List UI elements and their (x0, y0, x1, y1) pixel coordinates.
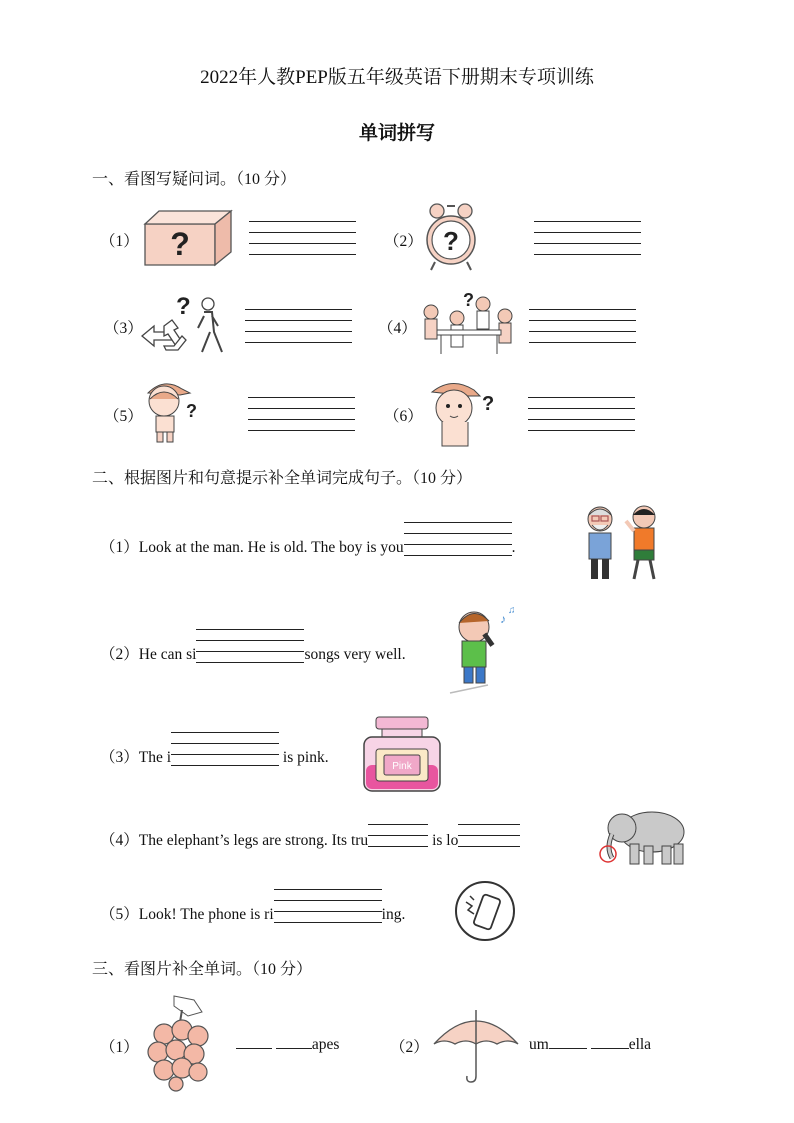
ringing-phone-icon (454, 880, 516, 942)
svg-text:♫: ♫ (508, 605, 516, 616)
question-alarm-clock-icon (423, 200, 479, 272)
q3-1-suffix: apes (311, 1036, 340, 1053)
q2-1-number: （1） (100, 539, 139, 556)
svg-text:?: ? (176, 293, 191, 320)
q2-3-answer-lines[interactable] (171, 746, 279, 766)
old-man-and-boy-icon (580, 503, 664, 583)
ink-bottle-label: Pink (392, 761, 412, 772)
q2-2-text-before: He can si (138, 646, 197, 663)
q3-2-prefix: um (529, 1036, 549, 1053)
q1-1-answer-lines[interactable] (249, 221, 356, 265)
q1-4-number: （4） (378, 320, 417, 337)
q2-4-number: （4） (100, 832, 139, 849)
svg-text:?: ? (463, 290, 474, 310)
q2-3-text-before: The i (138, 749, 172, 766)
q3-2-blank-1[interactable] (549, 1048, 587, 1049)
children-group-question-icon (417, 288, 521, 358)
page-title: 2022年人教PEP版五年级英语下册期末专项训练 (200, 67, 594, 88)
q3-1-blank-2[interactable] (276, 1048, 312, 1049)
q3-2-number: （2） (390, 1039, 429, 1056)
q2-4-text-middle: is lo (428, 832, 459, 849)
child-back-question-icon (142, 377, 206, 445)
svg-text:?: ? (186, 401, 197, 421)
q3-2-word (529, 1036, 651, 1054)
q2-2-answer-lines[interactable] (196, 643, 304, 663)
q1-3-number: （3） (104, 320, 143, 337)
q2-3-text-after: is pink. (279, 749, 329, 766)
q1-2-answer-lines[interactable] (534, 221, 641, 265)
q1-2-number: （2） (384, 233, 423, 250)
q2-1-answer-lines[interactable] (404, 536, 512, 556)
q2-3-number: （3） (100, 749, 139, 766)
q2-1-sentence (100, 535, 516, 558)
q2-2-text-after: songs very well. (304, 646, 406, 663)
ink-bottle-icon (362, 715, 442, 793)
page-subtitle: 单词拼写 (358, 123, 435, 144)
question-box-icon (143, 208, 233, 268)
q1-5-number: （5） (104, 408, 143, 425)
q2-5-number: （5） (100, 906, 139, 923)
umbrella-icon (430, 1004, 522, 1084)
section-2-heading: 二、根据图片和句意提示补全单词完成句子。（10 分） (92, 470, 473, 487)
q1-6-number: （6） (384, 408, 423, 425)
q2-2-sentence (100, 642, 406, 665)
section-1-heading: 一、看图写疑问词。（10 分） (92, 171, 297, 188)
q2-4-sentence (100, 828, 520, 850)
q1-5-answer-lines[interactable] (248, 397, 355, 441)
q3-2-blank-2[interactable] (591, 1048, 629, 1049)
svg-text:?: ? (170, 226, 190, 262)
svg-text:?: ? (482, 393, 495, 415)
svg-text:♪: ♪ (500, 612, 506, 626)
crossroads-walker-icon (138, 290, 226, 360)
q2-4-text-before: The elephant’s legs are strong. Its tru (138, 832, 369, 849)
q3-1-number: （1） (100, 1039, 139, 1056)
q3-1-blank-1[interactable] (236, 1048, 272, 1049)
child-thinking-question-icon (424, 378, 500, 448)
q2-2-number: （2） (100, 646, 139, 663)
elephant-icon (598, 804, 688, 868)
q2-5-answer-lines[interactable] (274, 903, 382, 923)
q2-5-sentence (100, 902, 405, 925)
q3-1-word (236, 1036, 339, 1054)
q1-1-number: （1） (100, 233, 139, 250)
q2-1-text-before: Look at the man. He is old. The boy is you (138, 539, 404, 556)
q2-1-text-after: . (511, 539, 516, 556)
q1-6-answer-lines[interactable] (528, 397, 635, 441)
q2-4-answer-lines-a[interactable] (368, 832, 428, 847)
q3-2-suffix: ella (628, 1036, 652, 1053)
section-3-heading: 三、看图片补全单词。（10 分） (92, 961, 313, 978)
q2-5-text-before: Look! The phone is ri (138, 906, 274, 923)
q1-3-answer-lines[interactable] (245, 309, 352, 353)
grapes-icon (144, 992, 216, 1092)
q2-5-text-after: ing. (381, 906, 406, 923)
q2-3-sentence (100, 745, 329, 768)
svg-text:?: ? (443, 226, 459, 256)
q1-4-answer-lines[interactable] (529, 309, 636, 353)
q2-4-answer-lines-b[interactable] (458, 832, 520, 847)
singing-boy-icon (448, 603, 520, 695)
